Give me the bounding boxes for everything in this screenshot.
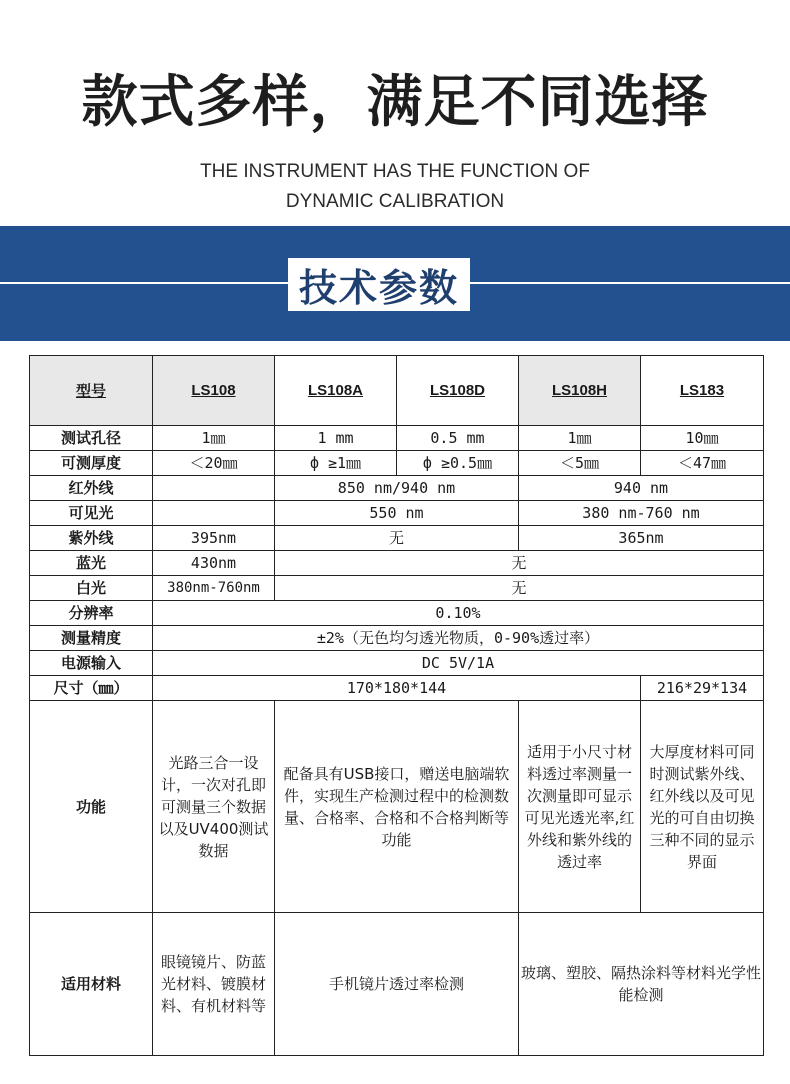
materials-mid: 手机镜片透过率检测 bbox=[275, 913, 519, 1056]
thickness-row bbox=[30, 451, 764, 476]
materials-row bbox=[30, 913, 764, 1056]
aperture-ls108: 1㎜ bbox=[153, 426, 275, 451]
size-label: 尺寸（㎜） bbox=[30, 676, 153, 701]
white-row bbox=[30, 576, 764, 601]
infrared-ls108 bbox=[153, 476, 275, 501]
section-title: 技术参数 bbox=[298, 266, 459, 310]
aperture-ls108d: 0.5 mm bbox=[397, 426, 519, 451]
visible-right: 380 nm-760 nm bbox=[519, 501, 764, 526]
white-label: 白光 bbox=[30, 576, 153, 601]
headline: 款式多样，满足不同选择 bbox=[81, 70, 709, 135]
function-ls183: 大厚度材料可同时测试紫外线、红外线以及可见光的可自由切换三种不同的显示界面 bbox=[641, 701, 764, 913]
ultraviolet-ls108: 395nm bbox=[153, 526, 275, 551]
materials-label: 适用材料 bbox=[30, 913, 153, 1056]
resolution-value: 0.10% bbox=[153, 601, 764, 626]
infrared-label: 红外线 bbox=[30, 476, 153, 501]
visible-ls108 bbox=[153, 501, 275, 526]
materials-right: 玻璃、塑胶、隔热涂料等材料光学性能检测 bbox=[519, 913, 764, 1056]
section-title-box bbox=[288, 258, 470, 311]
aperture-ls108a: 1 mm bbox=[275, 426, 397, 451]
ultraviolet-label: 紫外线 bbox=[30, 526, 153, 551]
aperture-row bbox=[30, 426, 764, 451]
blue-label: 蓝光 bbox=[30, 551, 153, 576]
thickness-ls108h: ＜5㎜ bbox=[519, 451, 641, 476]
materials-ls108: 眼镜镜片、防蓝光材料、镀膜材料、有机材料等 bbox=[153, 913, 275, 1056]
model-header-label: 型号 bbox=[30, 356, 153, 426]
header-row bbox=[30, 356, 764, 426]
function-ls108: 光路三合一设计，一次对孔即可测量三个数据以及UV400测试数据 bbox=[153, 701, 275, 913]
function-mid: 配备具有USB接口，赠送电脑端软件，实现生产检测过程中的检测数量、合格率、合格和不合格判断等功能 bbox=[275, 701, 519, 913]
model-ls183[interactable]: LS183 bbox=[641, 356, 764, 426]
thickness-label: 可测厚度 bbox=[30, 451, 153, 476]
ultraviolet-row bbox=[30, 526, 764, 551]
subtitle-line-1: THE INSTRUMENT HAS THE FUNCTION OF bbox=[200, 161, 590, 182]
resolution-row bbox=[30, 601, 764, 626]
aperture-ls108h: 1㎜ bbox=[519, 426, 641, 451]
function-row bbox=[30, 701, 764, 913]
thickness-ls108: ＜20㎜ bbox=[153, 451, 275, 476]
thickness-ls108a: ф ≥1㎜ bbox=[275, 451, 397, 476]
ultraviolet-right: 365nm bbox=[519, 526, 764, 551]
blue-rest: 无 bbox=[275, 551, 764, 576]
visible-mid: 550 nm bbox=[275, 501, 519, 526]
model-ls108a[interactable]: LS108A bbox=[275, 356, 397, 426]
model-ls108d[interactable]: LS108D bbox=[397, 356, 519, 426]
size-ls183: 216*29*134 bbox=[641, 676, 764, 701]
accuracy-row bbox=[30, 626, 764, 651]
power-row bbox=[30, 651, 764, 676]
thickness-ls108d: ф ≥0.5㎜ bbox=[397, 451, 519, 476]
model-ls108h[interactable]: LS108H bbox=[519, 356, 641, 426]
aperture-label: 测试孔径 bbox=[30, 426, 153, 451]
accuracy-value: ±2%（无色均匀透光物质，0-90%透过率） bbox=[153, 626, 764, 651]
ultraviolet-mid: 无 bbox=[275, 526, 519, 551]
white-ls108: 380nm-760nm bbox=[153, 576, 275, 601]
function-ls108h: 适用于小尺寸材料透过率测量一次测量即可显示可见光透光率,红外线和紫外线的透过率 bbox=[519, 701, 641, 913]
white-rest: 无 bbox=[275, 576, 764, 601]
infrared-mid: 850 nm/940 nm bbox=[275, 476, 519, 501]
power-value: DC 5V/1A bbox=[153, 651, 764, 676]
resolution-label: 分辨率 bbox=[30, 601, 153, 626]
spec-table bbox=[29, 355, 764, 1056]
thickness-ls183: ＜47㎜ bbox=[641, 451, 764, 476]
aperture-ls183: 10㎜ bbox=[641, 426, 764, 451]
visible-label: 可见光 bbox=[30, 501, 153, 526]
power-label: 电源输入 bbox=[30, 651, 153, 676]
blue-ls108: 430nm bbox=[153, 551, 275, 576]
infrared-row bbox=[30, 476, 764, 501]
subtitle-line-2: DYNAMIC CALIBRATION bbox=[285, 191, 505, 212]
size-row bbox=[30, 676, 764, 701]
blue-row bbox=[30, 551, 764, 576]
infrared-right: 940 nm bbox=[519, 476, 764, 501]
visible-row bbox=[30, 501, 764, 526]
function-label: 功能 bbox=[30, 701, 153, 913]
size-main: 170*180*144 bbox=[153, 676, 641, 701]
model-ls108[interactable]: LS108 bbox=[153, 356, 275, 426]
accuracy-label: 测量精度 bbox=[30, 626, 153, 651]
